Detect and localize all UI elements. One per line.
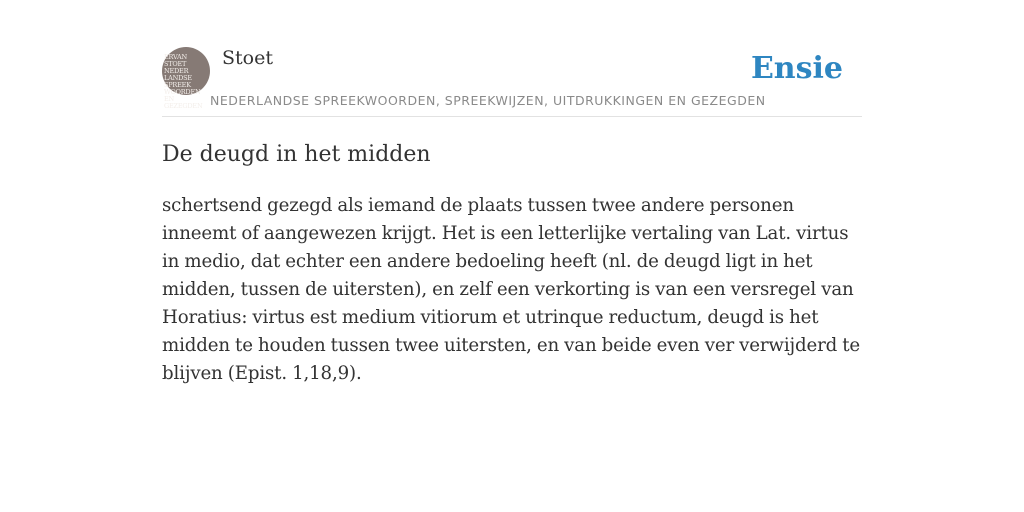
source-subtitle[interactable]: NEDERLANDSE SPREEKWOORDEN, SPREEKWIJZEN, UITDRUKKINGEN EN GEZEGDEN — [210, 93, 766, 108]
author-name[interactable]: Stoet — [222, 47, 273, 69]
ensie-logo[interactable]: Ensie — [750, 51, 843, 86]
header — [162, 46, 862, 117]
entry-title: De deugd in het midden — [162, 142, 431, 167]
avatar[interactable] — [162, 47, 210, 110]
entry-definition: schertsend gezegd als iemand de plaats tussen twee andere personen inneemt of aangewezen krijgt. Het is een letterlijke vertaling van Lat. virtus in medio, dat echter een andere bedoeling heeft (nl. de deugd ligt in het midden, tussen de uitersten), en zelf een verkorting is van een versregel van Horatius: virtus est medium vitiorum et utrinque reductum, deugd is het midden te houden tussen twee uitersten, en van beide even ver verwijderd te blijven (Epist. 1,18,9). — [162, 195, 861, 384]
avatar-book-cover-text: ERVAN STOET NEDER LANDSE SPREEK WOORDEN EN GEZEGDEN — [164, 53, 203, 110]
